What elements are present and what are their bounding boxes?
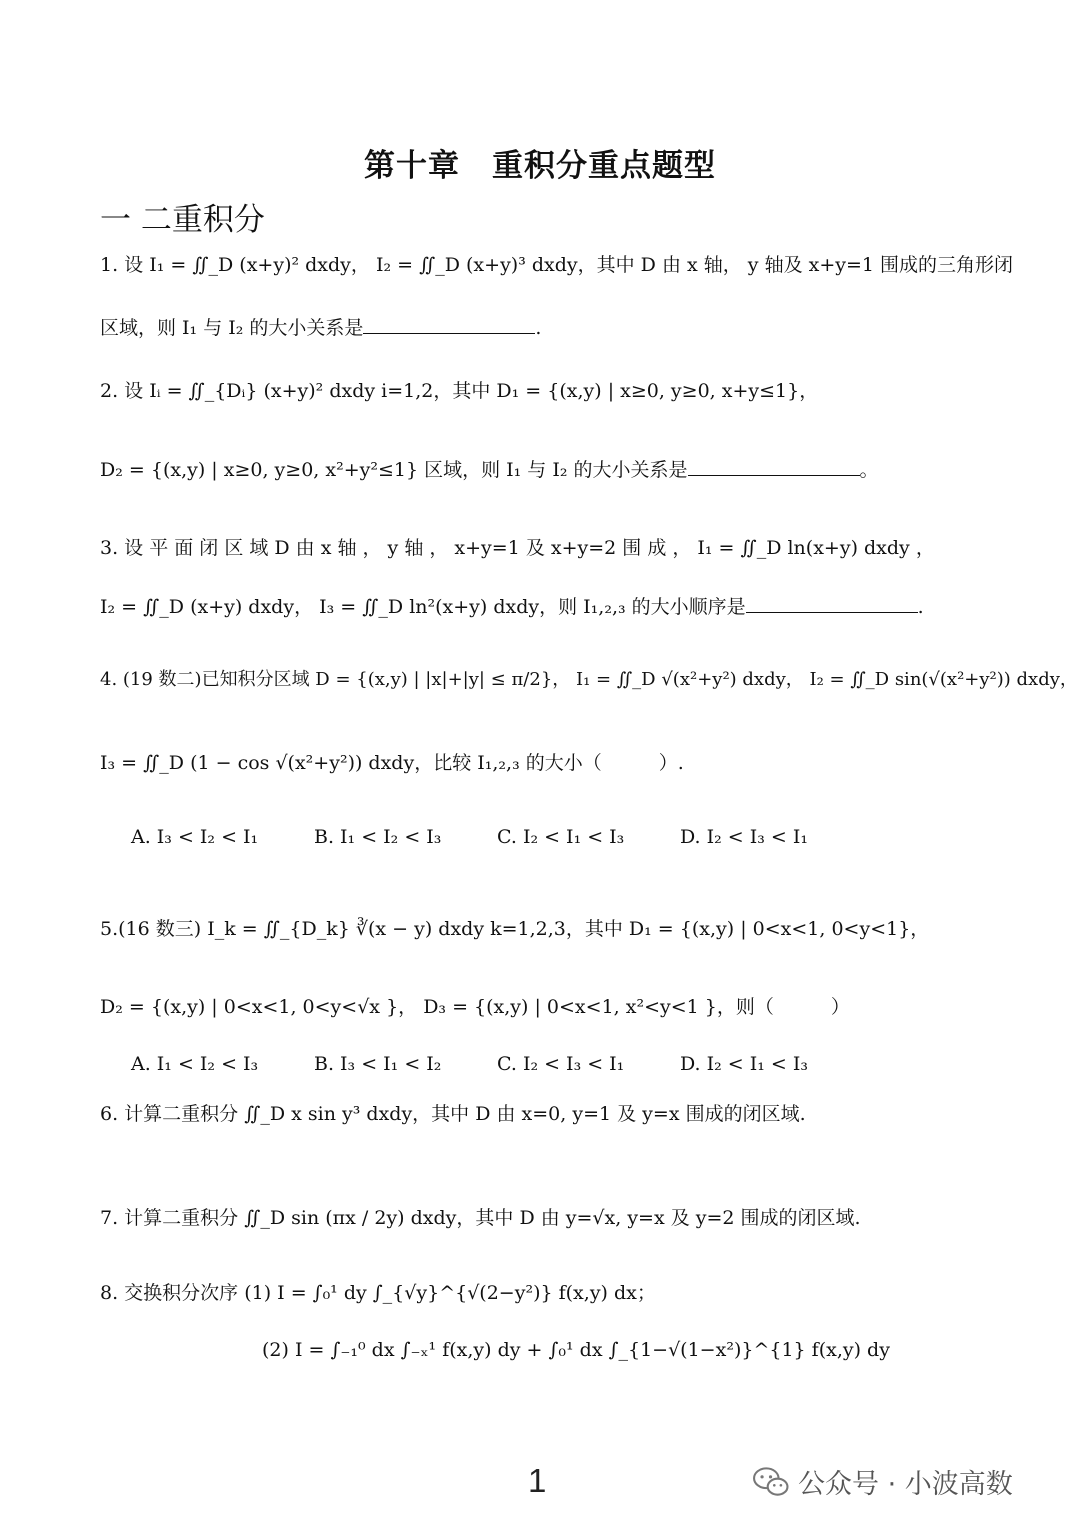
page-number: 1 <box>528 1462 547 1499</box>
problem-5-line-1: 5.(16 数三) I_k = ∬_{D_k} ∛(x − y) dxdy k=1,2,3，其中 D₁ = {(x,y) | 0<x<1, 0<y<1}， <box>100 918 930 940</box>
problem-3-line-2 <box>100 592 924 622</box>
problem-4-line-1: 4. (19 数二)已知积分区域 D = {(x,y) | |x|+|y| ≤ π/2}， I₁ = ∬_D √(x²+y²) dxdy， I₂ = ∬_D sin(√(x²+y²)) dxdy， <box>100 669 1078 690</box>
answer-blank <box>363 315 535 334</box>
problem-2-tail: 。 <box>859 459 879 481</box>
problem-2-line-1: 2. 设 Iᵢ = ∬_{Dᵢ} (x+y)² dxdy i=1,2，其中 D₁ = {(x,y) | x≥0, y≥0, x+y≤1}， <box>100 380 819 402</box>
problem-5-option-d: D. I₂ < I₁ < I₃ <box>680 1053 808 1075</box>
problem-4-option-a: A. I₃ < I₂ < I₁ <box>131 826 259 848</box>
problem-1-line-2 <box>100 313 541 343</box>
problem-3-text: I₂ = ∬_D (x+y) dxdy， I₃ = ∬_D ln²(x+y) dxdy，则 I₁,₂,₃ 的大小顺序是 <box>100 596 746 618</box>
problem-1-tail: . <box>535 317 542 339</box>
problem-4-option-b: B. I₁ < I₂ < I₃ <box>314 826 442 848</box>
problem-4-option-d: D. I₂ < I₃ < I₁ <box>680 826 808 848</box>
problem-5-line-2: D₂ = {(x,y) | 0<x<1, 0<y<√x }， D₃ = {(x,y) | 0<x<1, x²<y<1 }，则（ ） <box>100 996 850 1018</box>
problem-8-line-1: 8. 交换积分次序 (1) I = ∫₀¹ dy ∫_{√y}^{√(2−y²)} f(x,y) dx； <box>100 1282 656 1304</box>
problem-4-line-2: I₃ = ∬_D (1 − cos √(x²+y²)) dxdy，比较 I₁,₂,₃ 的大小（ ）. <box>100 752 684 774</box>
problem-5-option-b: B. I₃ < I₁ < I₂ <box>314 1053 442 1075</box>
problem-6-line-1: 6. 计算二重积分 ∬_D x sin y³ dxdy，其中 D 由 x=0, y=1 及 y=x 围成的闭区域. <box>100 1103 806 1125</box>
problem-2-line-2 <box>100 455 879 485</box>
answer-blank <box>688 457 860 476</box>
problem-1-line-1: 1. 设 I₁ = ∬_D (x+y)² dxdy， I₂ = ∬_D (x+y)³ dxdy，其中 D 由 x 轴， y 轴及 x+y=1 围成的三角形闭 <box>100 254 1014 276</box>
problem-4-option-c: C. I₂ < I₁ < I₃ <box>497 826 625 848</box>
problem-5-option-a: A. I₁ < I₂ < I₃ <box>131 1053 259 1075</box>
watermark <box>752 1462 1013 1501</box>
problem-8-line-2: (2) I = ∫₋₁⁰ dx ∫₋ₓ¹ f(x,y) dy + ∫₀¹ dx ∫_{1−√(1−x²)}^{1} f(x,y) dy <box>262 1339 890 1361</box>
section-heading: 一 二重积分 <box>100 202 265 238</box>
problem-1-text: 区域，则 I₁ 与 I₂ 的大小关系是 <box>100 317 364 339</box>
problem-7-line-1: 7. 计算二重积分 ∬_D sin (πx / 2y) dxdy，其中 D 由 y=√x, y=x 及 y=2 围成的闭区域. <box>100 1207 861 1229</box>
wechat-icon <box>752 1466 790 1498</box>
problem-3-tail: . <box>917 596 924 618</box>
watermark-text: 公众号 · 小波高数 <box>798 1469 1013 1500</box>
problem-5-option-c: C. I₂ < I₃ < I₁ <box>497 1053 625 1075</box>
answer-blank <box>746 594 918 613</box>
problem-3-line-1: 3. 设 平 面 闭 区 域 D 由 x 轴 ， y 轴 ， x+y=1 及 x+y=2 围 成 ， I₁ = ∬_D ln(x+y) dxdy ， <box>100 537 935 559</box>
problem-2-text: D₂ = {(x,y) | x≥0, y≥0, x²+y²≤1} 区域，则 I₁ 与 I₂ 的大小关系是 <box>100 459 688 481</box>
chapter-title: 第十章 重积分重点题型 <box>364 148 716 184</box>
